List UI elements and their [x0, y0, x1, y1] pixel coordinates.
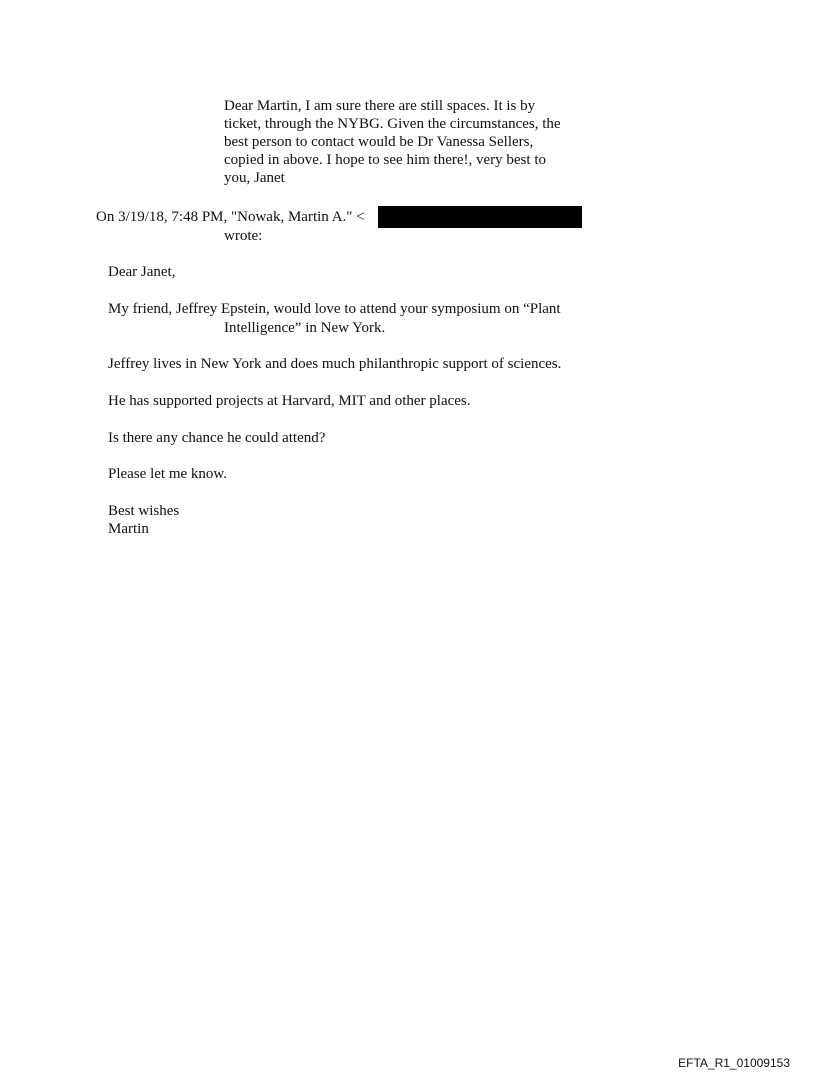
greeting: Dear Janet,: [108, 264, 176, 280]
reply-message: [224, 97, 594, 187]
paragraph: Jeffrey lives in New York and does much philanthropic support of sciences.: [108, 356, 562, 372]
quote-header-wrote: wrote:: [224, 228, 263, 244]
signature: Martin: [108, 521, 149, 537]
reply-line: best person to contact would be Dr Vanessa Sellers,: [224, 134, 534, 150]
paragraph: He has supported projects at Harvard, MIT and other places.: [108, 393, 471, 409]
reply-line: copied in above. I hope to see him there!, very best to: [224, 152, 546, 168]
quote-header-line: On 3/19/18, 7:48 PM, "Nowak, Martin A." <: [96, 209, 365, 225]
paragraph-continuation: Intelligence” in New York.: [224, 320, 386, 336]
closing: Best wishes: [108, 503, 180, 519]
reply-line: Dear Martin, I am sure there are still spaces. It is by: [224, 98, 536, 114]
reply-line: you, Janet: [224, 170, 285, 186]
document-id: EFTA_R1_01009153: [678, 1056, 790, 1070]
paragraph: Is there any chance he could attend?: [108, 430, 326, 446]
redaction-block: [378, 206, 582, 228]
paragraph-line: My friend, Jeffrey Epstein, would love to attend your symposium on “Plant: [108, 301, 561, 317]
reply-line: ticket, through the NYBG. Given the circumstances, the: [224, 116, 561, 132]
paragraph: Please let me know.: [108, 466, 227, 482]
